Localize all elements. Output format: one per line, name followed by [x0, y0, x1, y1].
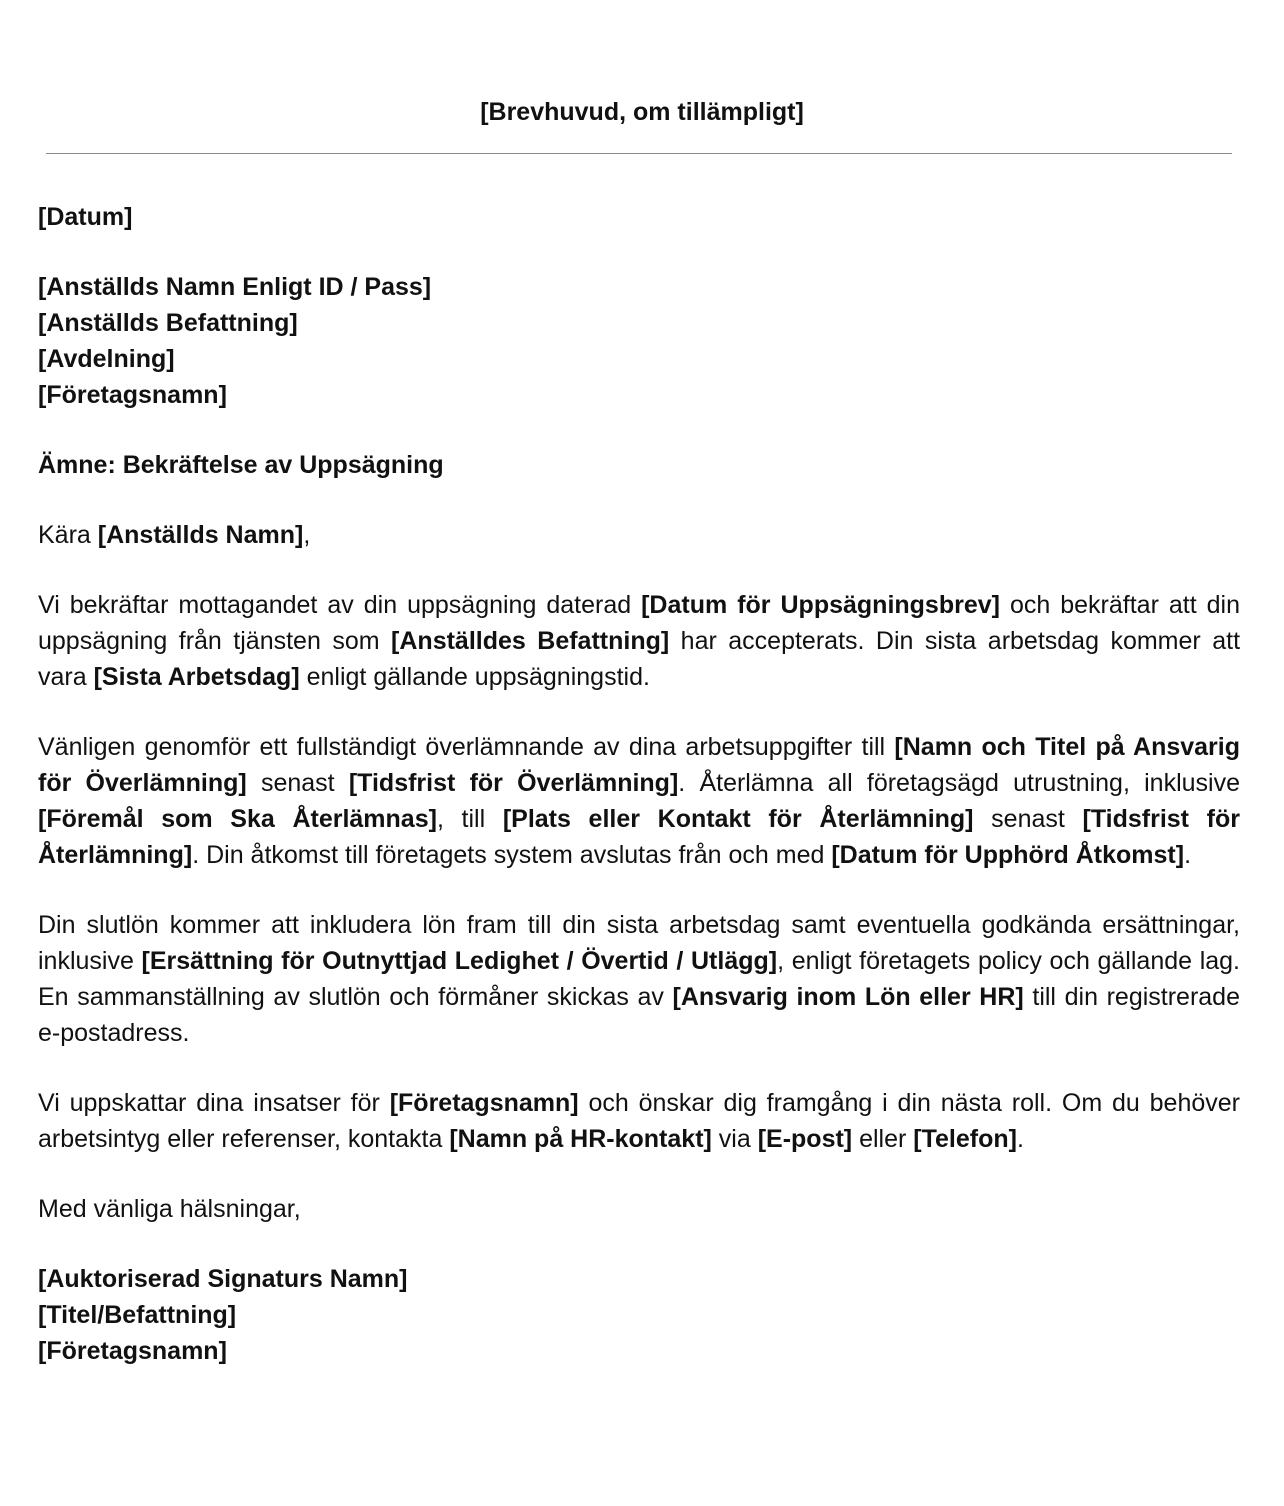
para3-text-1: Din slutlön kommer att inkludera lön fram till din sista arbetsdag samt eventuella godkända ersättningar, inklusive	[38, 911, 1240, 975]
placeholder-last-workday: [Sista Arbetsdag]	[93, 663, 300, 691]
para4-text-5: .	[1016, 1125, 1024, 1153]
recipient-name: [Anställds Namn Enligt ID / Pass]	[38, 273, 432, 301]
para1-text-1: Vi bekräftar mottagandet av din uppsägning daterad	[38, 591, 642, 619]
placeholder-return-deadline: [Tidsfrist för Återlämning]	[38, 805, 1240, 869]
header-divider	[46, 153, 1232, 154]
placeholder-items-to-return: [Föremål som Ska Återlämnas]	[38, 805, 437, 833]
placeholder-email: [E-post]	[757, 1125, 853, 1153]
recipient-block	[38, 269, 1240, 413]
para4-text-3: via	[711, 1125, 758, 1153]
para2-text-4: , till	[436, 805, 503, 833]
closing: Med vänliga hälsningar,	[38, 1195, 301, 1223]
salutation-name: [Anställds Namn]	[97, 521, 304, 549]
subject-line: Ämne: Bekräftelse av Uppsägning	[38, 451, 444, 479]
recipient-company: [Företagsnamn]	[38, 381, 227, 409]
placeholder-payroll-responsible: [Ansvarig inom Lön eller HR]	[672, 983, 1024, 1011]
paragraph-handover	[38, 729, 1240, 873]
salutation	[38, 517, 1240, 553]
paragraph-final-pay	[38, 907, 1240, 1051]
para2-text-5: senast	[973, 805, 1083, 833]
letter-body	[38, 199, 1240, 1369]
para4-text-4: eller	[852, 1125, 914, 1153]
para2-text-3: . Återlämna all företagsägd utrustning, inklusive	[678, 769, 1240, 797]
signature-name: [Auktoriserad Signaturs Namn]	[38, 1265, 408, 1293]
paragraph-appreciation	[38, 1085, 1240, 1157]
placeholder-hr-contact: [Namn på HR-kontakt]	[449, 1125, 712, 1153]
signature-company: [Företagsnamn]	[38, 1337, 227, 1365]
letterhead: [Brevhuvud, om tillämpligt]	[480, 98, 804, 126]
recipient-department: [Avdelning]	[38, 345, 175, 373]
para1-text-3: har accepterats. Din sista arbetsdag kommer att vara	[38, 627, 1241, 691]
placeholder-handover-deadline: [Tidsfrist för Överlämning]	[348, 769, 679, 797]
para3-text-2: , enligt företagets policy och gällande lag. En sammanställning av slutlön och förmåner skickas av	[38, 947, 1240, 1011]
placeholder-phone: [Telefon]	[913, 1125, 1017, 1153]
para2-text-7: .	[1184, 841, 1192, 869]
paragraph-confirmation	[38, 587, 1240, 695]
para2-text-1: Vänligen genomför ett fullständigt överlämnande av dina arbetsuppgifter till	[38, 733, 895, 761]
recipient-position: [Anställds Befattning]	[38, 309, 298, 337]
placeholder-company-name: [Företagsnamn]	[389, 1089, 579, 1117]
para1-text-2: och bekräftar att din uppsägning från tjänsten som	[38, 591, 1240, 655]
placeholder-return-location: [Plats eller Kontakt för Återlämning]	[502, 805, 974, 833]
para2-text-6: . Din åtkomst till företagets system avslutas från och med	[192, 841, 832, 869]
letter-date: [Datum]	[38, 203, 133, 231]
signature-title: [Titel/Befattning]	[38, 1301, 237, 1329]
para2-text-2: senast	[246, 769, 349, 797]
signature-block	[38, 1261, 1240, 1369]
para3-text-3: till din registrerade e-postadress.	[38, 983, 1240, 1047]
para4-text-1: Vi uppskattar dina insatser för	[38, 1089, 390, 1117]
placeholder-resignation-date: [Datum för Uppsägningsbrev]	[641, 591, 1000, 619]
placeholder-employee-position: [Anställdes Befattning]	[391, 627, 670, 655]
placeholder-compensation: [Ersättning för Outnyttjad Ledighet / Övertid / Utlägg]	[141, 947, 778, 975]
placeholder-handover-responsible: [Namn och Titel på Ansvarig för Överlämning]	[38, 733, 1240, 797]
salutation-prefix: Kära	[38, 521, 98, 549]
para1-text-4: enligt gällande uppsägningstid.	[299, 663, 650, 691]
para4-text-2: och önskar dig framgång i din nästa roll. Om du behöver arbetsintyg eller referenser, kontakta	[38, 1089, 1240, 1153]
placeholder-access-end-date: [Datum för Upphörd Åtkomst]	[831, 841, 1185, 869]
salutation-suffix: ,	[303, 521, 311, 549]
